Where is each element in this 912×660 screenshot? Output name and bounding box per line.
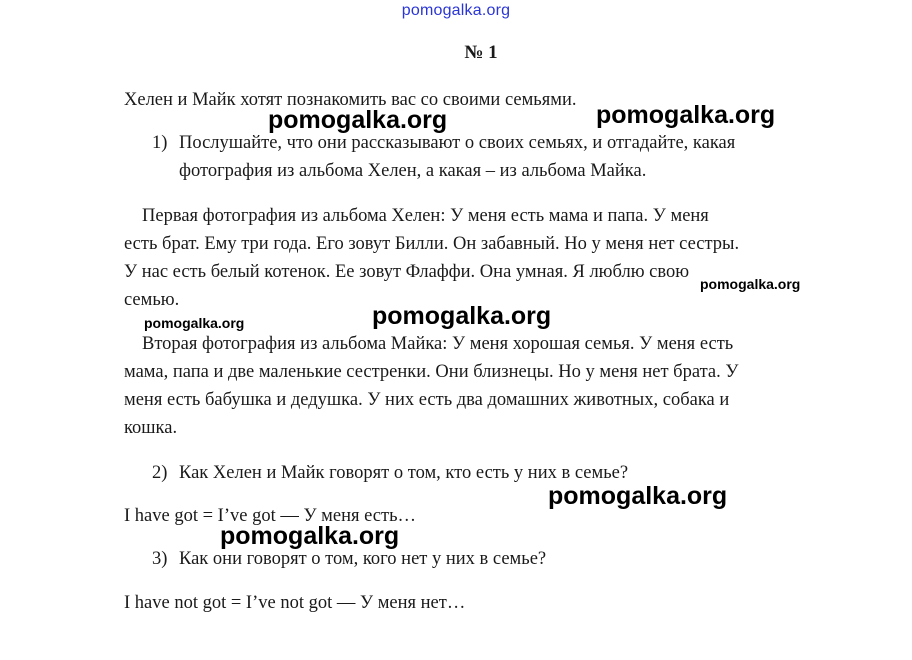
watermark: pomogalka.org: [220, 522, 400, 550]
para1-line4: семью.: [124, 290, 180, 310]
phrase-have-not-got: I have not got = I’ve not got — У меня нет…: [124, 593, 466, 613]
para1-line1: Первая фотография из альбома Хелен: У меня есть мама и папа. У меня: [142, 206, 709, 226]
para1-line2: есть брат. Ему три года. Его зовут Билли. Он забавный. Но у меня нет сестры.: [124, 234, 740, 254]
task1-line1: Послушайте, что они рассказывают о своих семьях, и отгадайте, какая: [179, 133, 736, 153]
task3-text: Как они говорят о том, кого нет у них в семье?: [179, 549, 547, 569]
task2-text: Как Хелен и Майк говорят о том, кто есть у них в семье?: [179, 463, 629, 483]
task1-line2: фотография из альбома Хелен, а какая – из альбома Майка.: [179, 161, 647, 181]
watermark: pomogalka.org: [144, 315, 245, 331]
para2-line1: Вторая фотография из альбома Майка: У меня хорошая семья. У меня есть: [142, 334, 734, 354]
watermark: pomogalka.org: [700, 276, 801, 292]
para2-line3: меня есть бабушка и дедушка. У них есть два домашних животных, собака и: [124, 390, 730, 410]
phrase-have-got: I have got = I’ve got — У меня есть…: [124, 506, 417, 526]
para1-line3: У нас есть белый котенок. Ее зовут Флаффи. Она умная. Я люблю свою: [124, 262, 690, 282]
task3-label: 3): [152, 549, 168, 569]
site-header-link[interactable]: pomogalka.org: [401, 2, 511, 19]
watermark: pomogalka.org: [548, 482, 728, 510]
para2-line2: мама, папа и две маленькие сестренки. Они близнецы. Но у меня нет брата. У: [124, 362, 739, 382]
task2-label: 2): [152, 463, 168, 483]
intro-text: Хелен и Майк хотят познакомить вас со своими семьями.: [124, 90, 577, 110]
para2-line4: кошка.: [124, 418, 178, 438]
watermark: pomogalka.org: [596, 101, 776, 129]
watermark: pomogalka.org: [268, 106, 448, 134]
task1-label: 1): [152, 133, 168, 153]
exercise-number: № 1: [464, 42, 498, 63]
watermark: pomogalka.org: [372, 302, 552, 330]
